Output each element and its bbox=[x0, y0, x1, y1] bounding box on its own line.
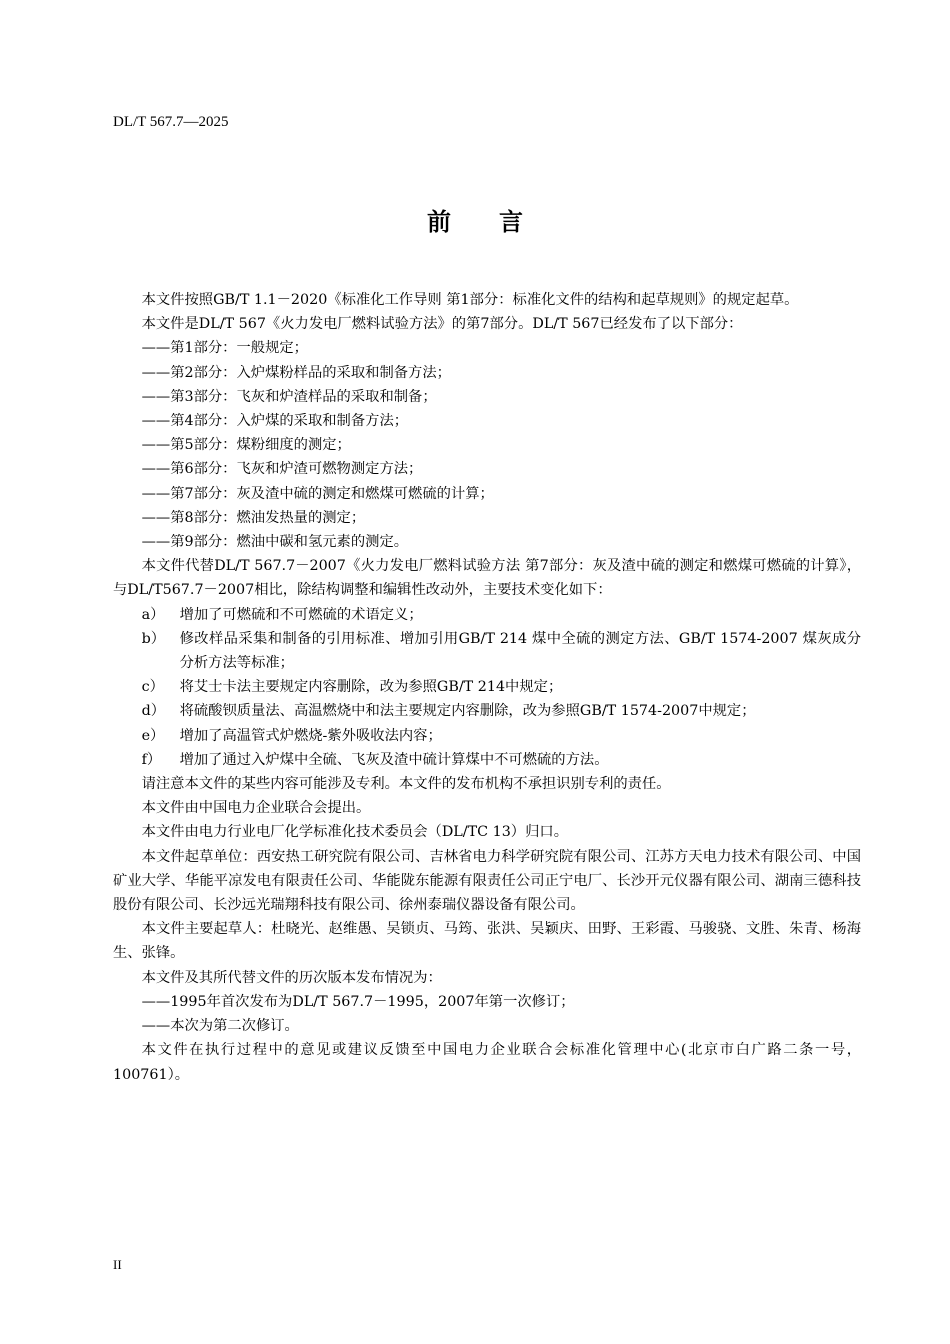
page-number: II bbox=[113, 1257, 122, 1272]
list-text: 增加了高温管式炉燃烧-紫外吸收法内容； bbox=[179, 727, 442, 744]
paragraph-proposer: 本文件由中国电力企业联合会提出。 bbox=[141, 800, 371, 817]
list-marker: f） bbox=[141, 751, 162, 768]
paragraph-replacement: 本文件代替DL/T 567.7－2007《火力发电厂燃料试验方法 第7部分：灰及渣中硫的测定和燃煤可燃硫的计算》，与DL/T567.7－2007相比，除结构调整和编辑性改动外，主要技术变化如下： bbox=[113, 558, 861, 599]
document-code: DL/T 567.7—2025 bbox=[113, 114, 229, 130]
list-text: 增加了可燃硫和不可燃硫的术语定义； bbox=[179, 606, 423, 623]
list-marker: c） bbox=[141, 679, 164, 696]
list-item-part-2: ——第2部分：入炉煤粉样品的采取和制备方法； bbox=[141, 364, 451, 381]
list-text: 将硫酸钡质量法、高温燃烧中和法主要规定内容删除，改为参照GB/T 1574-2007中规定； bbox=[179, 703, 756, 720]
list-item-change-d bbox=[113, 699, 861, 723]
list-text: 增加了通过入炉煤中全硫、飞灰及渣中硫计算煤中不可燃硫的方法。 bbox=[179, 751, 609, 768]
list-item-part-1: ——第1部分：一般规定； bbox=[141, 340, 308, 357]
list-item-part-8: ——第8部分：燃油发热量的测定； bbox=[141, 509, 366, 526]
paragraph-drafting-rule: 本文件按照GB/T 1.1－2020《标准化工作导则 第1部分：标准化文件的结构和起草规则》的规定起草。 bbox=[141, 292, 799, 308]
paragraph-series-intro: 本文件是DL/T 567《火力发电厂燃料试验方法》的第7部分。DL/T 567已经发布了以下部分： bbox=[141, 316, 743, 333]
list-item-part-9: ——第9部分：燃油中碳和氢元素的测定。 bbox=[141, 534, 409, 551]
paragraph-feedback: 本文件在执行过程中的意见或建议反馈至中国电力企业联合会标准化管理中心(北京市白广路二条一号，100761）。 bbox=[113, 1042, 861, 1083]
list-item-history-1: ——1995年首次发布为DL/T 567.7－1995，2007年第一次修订； bbox=[141, 993, 575, 1010]
list-item-part-5: ——第5部分：煤粉细度的测定； bbox=[141, 437, 351, 454]
list-text: 将艾士卡法主要规定内容删除，改为参照GB/T 214中规定； bbox=[179, 679, 563, 696]
page-title: 前 言 bbox=[427, 208, 523, 236]
paragraph-drafting-units: 本文件起草单位：西安热工研究院有限公司、吉林省电力科学研究院有限公司、江苏方天电力技术有限公司、中国矿业大学、华能平凉发电有限责任公司、华能陇东能源有限责任公司正宁电厂、长沙开元仪器有限公司、湖南三德科技股份有限公司、长沙远光瑞翔科技有限公司、徐州泰瑞仪器设备有限公司。 bbox=[113, 848, 861, 914]
paragraph-patent-notice: 请注意本文件的某些内容可能涉及专利。本文件的发布机构不承担识别专利的责任。 bbox=[141, 776, 671, 793]
list-text: 修改样品采集和制备的引用标准、增加引用GB/T 214 煤中全硫的测定方法、GB/T 1574-2007 煤灰成分分析方法等标准； bbox=[179, 630, 861, 672]
paragraph-drafters: 本文件主要起草人：杜晓光、赵维愚、吴锁贞、马筠、张洪、吴颖庆、田野、王彩霞、马骏骁、文胜、朱青、杨海生、张锋。 bbox=[113, 921, 861, 962]
list-item-change-c bbox=[113, 675, 861, 699]
list-item-change-e bbox=[113, 724, 861, 748]
list-item-change-a bbox=[113, 603, 861, 627]
list-marker: d） bbox=[141, 703, 166, 720]
list-marker: b） bbox=[141, 630, 166, 647]
paragraph-version-history-intro: 本文件及其所代替文件的历次版本发布情况为： bbox=[141, 969, 442, 986]
list-item-part-4: ——第4部分：入炉煤的采取和制备方法； bbox=[141, 413, 409, 430]
foreword-body bbox=[113, 288, 861, 1087]
list-item-change-b bbox=[113, 627, 861, 675]
list-item-history-2: ——本次为第二次修订。 bbox=[141, 1018, 299, 1035]
list-item-part-6: ——第6部分：飞灰和炉渣可燃物测定方法； bbox=[141, 461, 423, 478]
list-marker: e） bbox=[141, 727, 165, 744]
list-item-part-7: ——第7部分：灰及渣中硫的测定和燃煤可燃硫的计算； bbox=[141, 485, 494, 502]
list-item-change-f bbox=[113, 748, 861, 772]
list-marker: a） bbox=[141, 606, 165, 623]
paragraph-technical-committee: 本文件由电力行业电厂化学标准化技术委员会（DL/TC 13）归口。 bbox=[141, 824, 568, 841]
list-item-part-3: ——第3部分：飞灰和炉渣样品的采取和制备； bbox=[141, 388, 437, 405]
